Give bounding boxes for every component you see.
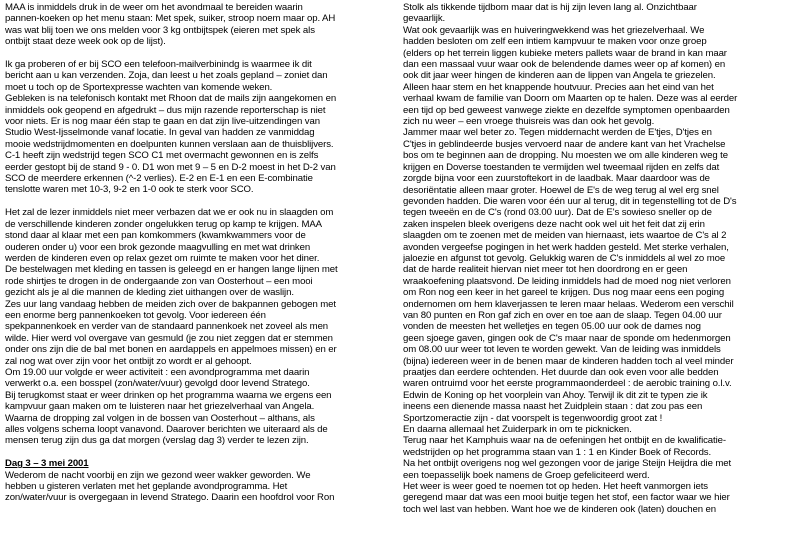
right-text-line: Wat ook gevaarlijk was en huiveringwekkend was het griezelverhaal. We [403,24,705,36]
right-text-line: van 80 punten en Ron gaf zich en over en toe aan de slaap. Tegen 04.00 uur [403,309,722,321]
left-text-line: werden de kinderen even op relax gezet om ruimte te maken voor het diner. [5,252,320,264]
left-text-line: mooie wedstrijdmomenten en doelpunten kunnen verslaan aan de thuisblijvers. [5,138,334,150]
right-text-line: tegen tweeën en de C's (rond 03.00 uur). Dat de E's sowieso sneller op de [403,207,712,219]
left-text-line: De bestelwagen met kleding en tassen is geleegd en er hangen lange lijnen met [5,264,338,276]
right-text-line: waren ontruimd voor het eerste programmaonderdeel : de aerobic training o.l.v. [403,378,732,390]
left-text-line: Om 19.00 uur volgde er weer activiteit : een avondprogramma met daarin [5,366,310,378]
left-text-line: MAA is inmiddels druk in de weer om het avondmaal te bereiden waarin [5,2,303,13]
right-text-line: ondernomen om hem klaverjassen te leren maar helaas. Wederom een verschil [403,298,734,310]
right-text-line: krijgen en Doverse toestanden te vermijden wel tweemaal rijden en zelfs dat [403,161,720,173]
right-text-line: een toepasselijk boek namens de Groep gefeliciteerd werd. [403,469,650,481]
left-text-line: voor niets. Er is nog maar één stap te gaan en dat zijn live-uitzendingen van [5,116,320,128]
right-text-line: slaagden om te zoenen met de meiden van hiernaast, iets waartoe de C's al 2 [403,230,727,242]
right-text-line: wraakoefening plaatsvond. De leiding inmiddels had de moed nog niet verloren [403,275,731,287]
left-text-line: pannen-koeken op het menu staan: Met spek, suiker, stroop noem maar op. AH [5,13,336,25]
left-text-line: gezicht als je al die mannen de kleding ziet uithangen over de waslijn. [5,287,294,299]
right-text-line: vonden de meesten het welletjes en tegen 05.00 uur ook de dames nog [403,321,701,333]
day-heading: Dag 3 – 3 mei 2001 [5,458,89,470]
left-text-line: tenslotte waren met 10-3, 9-2 en 1-0 ook te sterk voor SCO. [5,184,254,196]
right-text-line: ook dit jaar weer hingen de kinderen aan de lippen van Angela te griezelen. [403,70,716,82]
right-text-line: om 08.00 uur weer tot leven te worden gewekt. Van de leiding was inmiddels [403,344,721,356]
right-text-line: zaken inspelen bleek overigens deze nacht ook wel uit het feit dat zij erin [403,218,705,230]
right-text-line: desoriëntatie alleen maar groter. Hoewel de E's de weg terug al wel erg snel [403,184,719,196]
right-text-column [403,2,795,515]
left-text-line: moet u toch op de Sportexpresse wachten van komende weken. [5,81,273,93]
right-text-line: Na het ontbijt overigens nog wel gezongen voor de jarige Steijn Heijdra die met [403,458,732,470]
right-text-line: bos om te beginnen aan de dropping. Nu moesten we om alle kinderen weg te [403,150,728,162]
left-text-line: kampvuur gaan maken om te luisteren naar het griezelverhaal van Angela. [5,401,315,413]
right-text-line: Sportzomeractie zijn - dat voorspelt is tegenwoordig groot zat ! [403,412,663,424]
left-text-line: Waarna de dropping zal volgen in de bossen van Oosterhout – althans, als [5,412,315,424]
left-text-line: wilde. Hier werd vol overgave van gesmuld (je zou niet zeggen dat er stemmen [5,332,333,344]
right-text-line: verhaal kwam de familie van Doorn om Maarten op te halen. Deze was al eerder [403,93,738,105]
right-text-line: geen sjoege gaven, gingen ook de C's maar naar de sponde om hedenmorgen [403,332,731,344]
right-text-line: gevonden hadden. Die waren voor één uur al terug, dit in tegenstelling tot de D's [403,195,737,207]
left-text-line: inmiddels ook geopend en afgedrukt – dus mijn razende reporterschap is niet [5,104,326,116]
left-text-line: zon/water/vuur is overgegaan in levend Stratego. Daarin een hoofdrol voor Ron [5,492,335,504]
right-text-line: Edwin de Koning op het voorplein van Ahoy. Terwijl ik dit zit te typen zie ik [403,389,708,401]
left-text-line: Bij terugkomst staat er weer drinken op het programma waarna we ergens een [5,389,332,401]
left-text-line: Studio West-Ijsselmonde vanaf locatie. In geval van hadden ze vanmiddag [5,127,315,139]
left-text-line: eerder gestopt bij de stand 9 - 0. D1 won met 9 – 5 en D-2 moest in het D-2 van [5,161,336,173]
right-text-line: Jammer maar wel beter zo. Tegen middernacht werden de E'tjes, D'tjes en [403,127,712,139]
left-text-line: Wederom de nacht voorbij en zijn we gezond weer wakker geworden. We [5,469,311,481]
left-blank-line [5,48,391,59]
right-text-line: dan een massaal vuur waar ook de belendende dames weer op af komen) en [403,59,726,71]
right-text-line: Stolk als tikkende tijdbom maar dat is hij zijn leven lang al. Onzichtbaar [403,2,697,13]
left-text-line: Zes uur lang vandaag hebben de meiden zich over de bakpannen gebogen met [5,298,336,310]
right-text-line: (bijna) iedereen weer in de benen maar de kinderen hadden toch al veel minder [403,355,734,367]
right-text-line: ineens een dienende massa naast het Zuidplein staan : dat zou pas een [403,401,703,413]
right-text-line: dat de harde realiteit hiervan niet meer tot hen doordrong en er geen [403,264,688,276]
left-text-line: Ik ga proberen of er bij SCO een telefoon-mailverbinindg is waarmee ik dit [5,59,312,71]
right-text-line: Alleen haar stem en het knappende houtvuur. Precies aan het eind van het [403,81,714,93]
right-text-line: En daarna allemaal het Zuiderpark in om te picknicken. [403,424,632,436]
left-text-column [5,2,391,504]
left-text-line: was wat blij toen we ons melden voor 3 kg ontbijtspek (eieren met spek als [5,24,315,36]
right-text-line: C'tjes in geblindeerde busjes vervoerd naar de andere kant van het Vrachelse [403,138,726,150]
right-text-line: een tijd op bed geweest vanwege ziekte en dezelfde symptomen openbaarden [403,104,730,116]
left-text-line: Gebleken is na telefonisch kontakt met Rhoon dat de mails zijn aangekomen en [5,93,337,105]
right-text-line: om Ron nog een keer in het gareel te krijgen. Dus nog maar eens een poging [403,287,725,299]
left-text-line: Het zal de lezer inmiddels niet meer verbazen dat we er ook nu in slaagden om [5,207,334,219]
right-text-line: gevaarlijk. [403,13,446,25]
left-text-line: bericht aan u kan verzenden. Zoja, dan leest u het zoals gepland – zoniet dan [5,70,328,82]
right-text-line: Terug naar het Kamphuis waar na de oefeningen het ontbijt en de kwalificatie- [403,435,726,447]
right-text-line: toch wel last van hebben. Want hoe we de kinderen ook (laten) douchen en [403,503,716,515]
right-text-line: jaloezie en afgunst tot gevolg. Gelukkig waren de C's inmiddels al wel zo moe [403,252,726,264]
right-text-line: geregend maar dat was een mooi buitje tegen het stof, een factor waar we hier [403,492,730,504]
left-text-line: de verschillende kinderen zonder ongelukken terug op kamp te krijgen. MAA [5,218,322,230]
left-text-line: ouderen onder u) voor een brok gezonde maagvulling en met wat drinken [5,241,311,253]
left-text-line: mensen terug zijn dus ga dat morgen (verslag dag 3) verder te lezen zijn. [5,435,309,447]
left-text-line: stond daar al klaar met een pan komkommers (kwamkwammers voor de [5,230,306,242]
left-text-line: rode shirtjes te drogen in de ondergaande zon van Oosterhout – een mooi [5,275,313,287]
left-blank-line [5,196,391,207]
left-text-line: spekpannenkoek en verder van de standaard pannenkoek net zoveel als men [5,321,329,333]
right-text-line: Het weer is weer goed te noemen tot op heden. Het heeft vanmorgen iets [403,481,708,493]
left-text-line: een enorme berg pannenkoeken tot gevolg. Voor iedereen één [5,309,266,321]
right-text-line: (elders op het terrein liggen kubieke meters pallets waar de brand in kan maar [403,47,727,59]
right-text-line: zorgde bijna voor een zuurstoftekort in de laadbak. Maar daardoor was de [403,173,710,185]
right-text-line: avonden vergeefse pogingen in het werk hadden gesteld. Met sterke verhalen, [403,241,729,253]
left-text-line: verwerkt o.a. een bosspel (zon/water/vuur) gevolgd door levend Stratego. [5,378,310,390]
left-text-line: C-1 heeft zijn wedstrijd tegen SCO C1 met overmacht gewonnen en is zelfs [5,150,319,162]
right-text-line: zich nu weer – een vroege thuisreis was dan ook het gevolg. [403,116,655,128]
left-text-line: onder ons zijn die de bal met bonen en aardappels en appelmoes missen) en er [5,344,337,356]
right-text-line: wedstrijden op het programma staan van 1 : 1 en Kinder Boek of Records. [403,446,712,458]
left-text-line: ontbijt staat deze week ook op de lijst). [5,36,166,48]
left-text-line: hebben u gisteren verlaten met het geplande avondprogramma. Het [5,481,288,493]
left-blank-line [5,447,391,458]
right-text-line: praatjes dan eerdere ochtenden. Het duurde dan ook even voor alle bedden [403,367,719,378]
left-text-line: alles volgens schema loopt vanavond. Daarover berichten we uiteraard als de [5,424,328,435]
left-text-line: zal nog wat over zijn voor het ontbijt zo wordt er al gehoopt. [5,355,252,367]
left-text-line: SCO de meerdere erkennen (^-2 verlies). E-2 en E-1 en een E-combinatie [5,173,313,185]
right-text-line: hadden besloten om zelf een intiem kampvuur te maken voor onze groep [403,36,707,48]
